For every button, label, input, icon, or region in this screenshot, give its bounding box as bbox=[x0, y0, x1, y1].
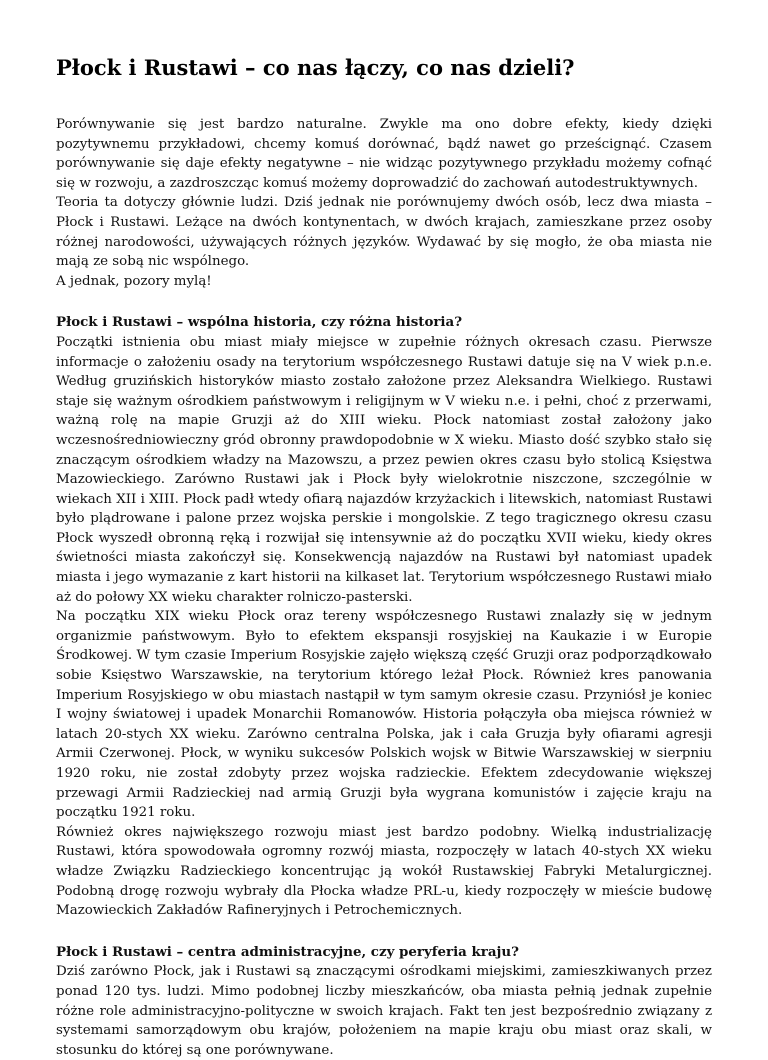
intro-paragraph-2: Teoria ta dotyczy głównie ludzi. Dziś jednak nie porównujemy dwóch osób, lecz dwa miasta – Płock i Rustawi. Leżące na dwóch kontynentach, w dwóch krajach, zamieszkane przez osoby różnej narodowości, używających różnych języków. Wydawać by się mogło, że oba miasta nie mają ze sobą nic wspólnego. bbox=[56, 195, 712, 270]
administration-section bbox=[56, 943, 712, 1060]
history-paragraph-2: Na początku XIX wieku Płock oraz tereny współczesnego Rustawi znalazły się w jednym organizmie państwowym. Było to efektem ekspansji rosyjskiej na Kaukazie i w Europie Środkowej. W tym czasie Imperium Rosyjskie zajęło większą część Gruzji oraz podporządkowało sobie Księstwo Warszawskie, na terytorium którego leżał Płock. Również kres panowania Imperium Rosyjskiego w obu miastach nastąpił w tym samym okresie czasu. Przyniósł je koniec I wojny światowej i upadek Monarchii Romanowów. Historia połączyła oba miejsca również w latach 20-stych XX wieku. Zarówno centralna Polska, jak i cała Gruzja były ofiarami agresji Armii Czerwonej. Płock, w wyniku sukcesów Polskich wojsk w Bitwie Warszawskiej w sierpniu 1920 roku, nie został zdobyty przez wojska radzieckie. Efektem zdecydowanie większej przewagi Armii Radzieckiej nad armią Gruzji była wygrana komunistów i zajęcie kraju na początku 1921 roku. bbox=[56, 609, 712, 821]
history-paragraph-3: Również okres największego rozwoju miast jest bardzo podobny. Wielką industrializację Rustawi, która spowodowała ogromny rozwój miasta, rozpoczęły w latach 40-stych XX wieku władze Związku Radzieckiego koncentrując ją wokół Rustawskiej Fabryki Metalurgicznej. Podobną drogę rozwoju wybrały dla Płocka władze PRL-u, kiedy rozpoczęły w mieście budowę Mazowieckich Zakładów Rafineryjnych i Petrochemicznych. bbox=[56, 824, 712, 919]
administration-heading: Płock i Rustawi – centra administracyjne, czy peryferia kraju? bbox=[56, 943, 519, 960]
page-title: Płock i Rustawi – co nas łączy, co nas dzieli? bbox=[56, 55, 575, 80]
intro-paragraph-3: A jednak, pozory mylą! bbox=[56, 273, 212, 289]
history-section bbox=[56, 313, 712, 920]
history-paragraph-1: Początki istnienia obu miast miały miejsce w zupełnie różnych okresach czasu. Pierwsze informacje o założeniu osady na terytorium współczesnego Rustawi datuje się na V wiek p.n.e. Według gruzińskich historyków miasto zostało założone przez Aleksandra Wielkiego. Rustawi staje się ważnym ośrodkiem państwowym i religijnym w V wieku n.e. i pełni, choć z przerwami, ważną rolę na mapie Gruzji aż do XIII wieku. Płock natomiast został założony jako wczesnośredniowieczny gród obronny prawdopodobnie w X wieku. Miasto dość szybko stało się znaczącym ośrodkiem władzy na Mazowszu, a przez pewien okres czasu było stolicą Księstwa Mazowieckiego. Zarówno Rustawi jak i Płock były wielokrotnie niszczone, szczególnie w wiekach XII i XIII. Płock padł wtedy ofiarą najazdów krzyżackich i litewskich, natomiast Rustawi było plądrowane i palone przez wojska perskie i mongolskie. Z tego tragicznego okresu czasu Płock wyszedł obronną ręką i rozwijał się intensywnie aż do początku XVII wieku, kiedy okres świetności miasta zakończył się. Konsekwencją najazdów na Rustawi był natomiast upadek miasta i jego wymazanie z kart historii na kilkaset lat. Terytorium współczesnego Rustawi miało aż do połowy XX wieku charakter rolniczo-pasterski. bbox=[56, 334, 712, 605]
intro-paragraph-1: Porównywanie się jest bardzo naturalne. Zwykle ma ono dobre efekty, kiedy dzięki pozytywnemu przykładowi, chcemy komuś dorównać, bądź nawet go prześcignąć. Czasem porównywanie się daje efekty negatywne – nie widząc pozytywnego przykładu możemy cofnąć się w rozwoju, a zazdroszcząc komuś możemy doprowadzić do zachowań autodestruktywnych. bbox=[56, 117, 712, 191]
administration-paragraph-1: Dziś zarówno Płock, jak i Rustawi są znaczącymi ośrodkami miejskimi, zamieszkiwanych przez ponad 120 tys. ludzi. Mimo podobnej liczby mieszkańców, oba miasta pełnią jednak zupełnie różne role administracyjno-polityczne w swoich krajach. Fakt ten jest bezpośrednio związany z systemami samorządowym obu krajów, położeniem na mapie kraju obu miast oraz skali, w stosunku do której są one porównywane. bbox=[56, 964, 712, 1058]
history-heading: Płock i Rustawi – wspólna historia, czy różna historia? bbox=[56, 314, 463, 331]
intro-section bbox=[56, 115, 712, 291]
